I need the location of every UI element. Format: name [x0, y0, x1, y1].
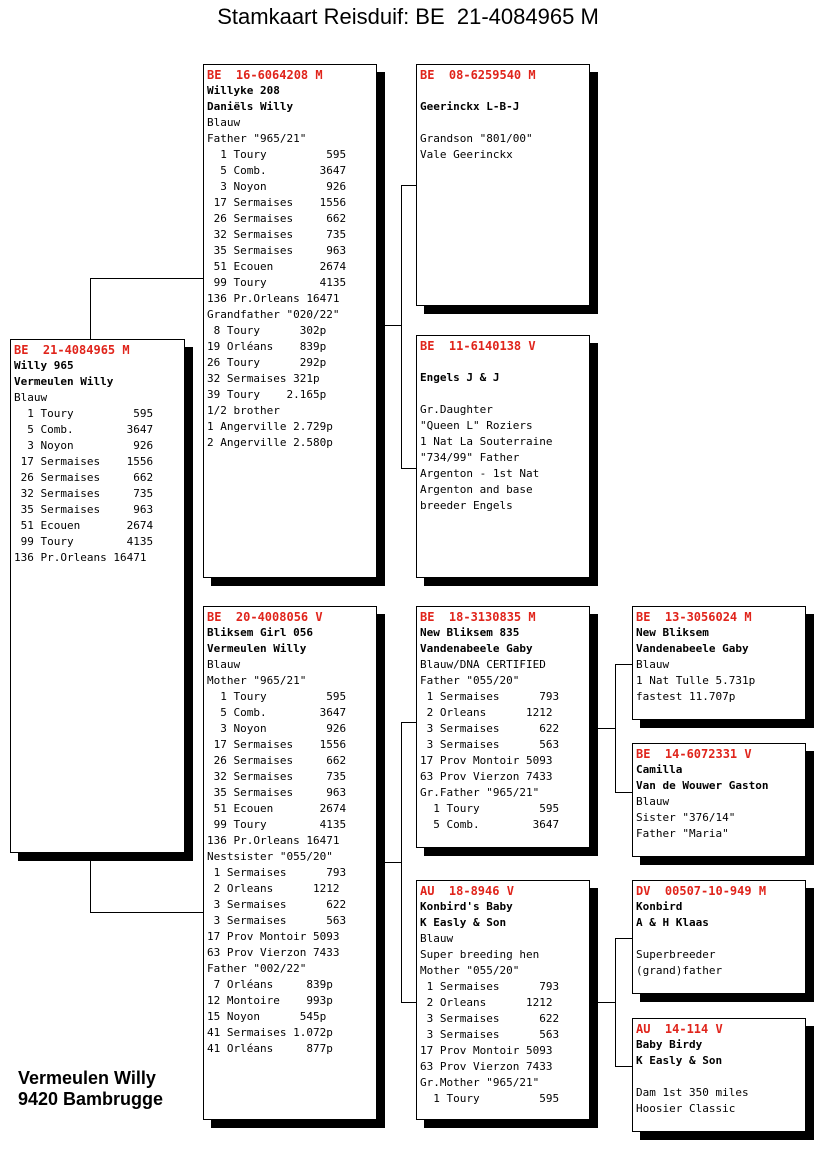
- breeder-name: Vandenabeele Gaby: [636, 642, 749, 655]
- pedigree-line: Father "055/20": [420, 674, 520, 687]
- pedigree-line: Father "002/22": [207, 962, 307, 975]
- ring-number: BE 14-6072331 V: [636, 747, 752, 761]
- pedigree-line: 136 Pr.Orleans 16471: [207, 292, 340, 305]
- pedigree-line: 63 Prov Vierzon 7433: [207, 946, 340, 959]
- pedigree-line: 26 Sermaises 662: [207, 754, 347, 767]
- ring-number: BE 16-6064208 M: [207, 68, 323, 82]
- connector: [615, 664, 616, 792]
- pedigree-line: 3 Noyon 926: [207, 722, 347, 735]
- pedigree-line: Superbreeder: [636, 948, 716, 961]
- connector: [615, 938, 632, 939]
- pedigree-line: "734/99" Father: [420, 451, 520, 464]
- pedigree-line: Super breeding hen: [420, 948, 540, 961]
- ring-number: DV 00507-10-949 M: [636, 884, 767, 898]
- pedigree-line: Gr.Daughter: [420, 403, 493, 416]
- pedigree-line: 2 Orleans 1212: [420, 996, 553, 1009]
- pedigree-line: Father "965/21": [207, 132, 307, 145]
- owner-block: [18, 1068, 163, 1110]
- breeder-name: Van de Wouwer Gaston: [636, 779, 769, 792]
- pedigree-line: 136 Pr.Orleans 16471: [14, 551, 147, 564]
- pedigree-line: 3 Noyon 926: [14, 439, 154, 452]
- pedigree-line: 17 Sermaises 1556: [14, 455, 154, 468]
- pigeon-card-dss: [632, 606, 806, 720]
- pigeon-name: [420, 354, 589, 370]
- pigeon-card-dsd: [632, 743, 806, 857]
- pedigree-line: Blauw: [207, 116, 241, 129]
- breeder-name: A & H Klaas: [636, 916, 709, 929]
- connector: [615, 664, 632, 665]
- pedigree-line: 41 Orléans 877p: [207, 1042, 333, 1055]
- pedigree-line: fastest 11.707p: [636, 690, 736, 703]
- pedigree-line: [420, 115, 589, 131]
- connector: [615, 792, 632, 793]
- connector: [90, 278, 91, 340]
- connector: [384, 862, 401, 863]
- pedigree-line: 7 Orléans 839p: [207, 978, 333, 991]
- pedigree-line: 2 Angerville 2.580p: [207, 436, 333, 449]
- pedigree-line: Gr.Mother "965/21": [420, 1076, 540, 1089]
- connector: [401, 185, 402, 468]
- connector: [401, 722, 402, 1002]
- connector: [401, 722, 417, 723]
- pedigree-line: 8 Toury 302p: [207, 324, 327, 337]
- connector: [401, 1002, 417, 1003]
- pedigree-line: Blauw: [636, 795, 670, 808]
- pedigree-line: 1 Nat La Souterraine: [420, 435, 553, 448]
- pigeon-card-subject: [10, 339, 185, 853]
- pedigree-line: 32 Sermaises 321p: [207, 372, 320, 385]
- pedigree-line: 1 Sermaises 793: [207, 866, 347, 879]
- pigeon-card-dds: [632, 880, 806, 994]
- pedigree-line: 35 Sermaises 963: [14, 503, 154, 516]
- pedigree-line: 99 Toury 4135: [207, 276, 347, 289]
- connector: [384, 325, 401, 326]
- breeder-name: K Easly & Son: [636, 1054, 723, 1067]
- pedigree-line: 17 Sermaises 1556: [207, 196, 347, 209]
- pedigree-line: 1 Sermaises 793: [420, 690, 560, 703]
- pigeon-name: Konbird's Baby: [420, 900, 513, 913]
- breeder-name: Engels J & J: [420, 371, 500, 384]
- page-title: Stamkaart Reisduif: BE 21-4084965 M: [217, 4, 599, 29]
- pigeon-name: New Bliksem: [636, 626, 709, 639]
- pedigree-line: Blauw/DNA CERTIFIED: [420, 658, 546, 671]
- pedigree-line: 1 Toury 595: [207, 148, 347, 161]
- pedigree-line: Gr.Father "965/21": [420, 786, 540, 799]
- pedigree-line: (grand)father: [636, 964, 723, 977]
- connector: [598, 1002, 615, 1003]
- breeder-name: Geerinckx L-B-J: [420, 100, 520, 113]
- pedigree-line: 32 Sermaises 735: [14, 487, 154, 500]
- ring-number: BE 18-3130835 M: [420, 610, 536, 624]
- pedigree-line: 3 Sermaises 563: [207, 914, 347, 927]
- pedigree-line: [420, 386, 589, 402]
- pedigree-line: 17 Sermaises 1556: [207, 738, 347, 751]
- pedigree-line: 3 Sermaises 622: [420, 722, 560, 735]
- pedigree-line: breeder Engels: [420, 499, 513, 512]
- connector: [90, 912, 204, 913]
- pedigree-line: 1/2 brother: [207, 404, 280, 417]
- pigeon-card-dam-sire: [416, 606, 590, 848]
- pedigree-line: Argenton - 1st Nat: [420, 467, 540, 480]
- connector: [598, 728, 615, 729]
- ring-number: BE 13-3056024 M: [636, 610, 752, 624]
- connector: [615, 938, 616, 1066]
- pedigree-line: 1 Nat Tulle 5.731p: [636, 674, 756, 687]
- pedigree-line: 26 Sermaises 662: [207, 212, 347, 225]
- pigeon-card-dam: [203, 606, 377, 1120]
- pedigree-line: 2 Orleans 1212: [420, 706, 553, 719]
- breeder-name: Daniëls Willy: [207, 100, 294, 113]
- pedigree-line: Mother "965/21": [207, 674, 307, 687]
- pedigree-line: 5 Comb. 3647: [207, 164, 347, 177]
- breeder-name: Vermeulen Willy: [207, 642, 307, 655]
- pedigree-line: 5 Comb. 3647: [420, 818, 560, 831]
- pedigree-line: 51 Ecouen 2674: [14, 519, 154, 532]
- pedigree-line: 3 Sermaises 622: [420, 1012, 560, 1025]
- pedigree-line: 5 Comb. 3647: [14, 423, 154, 436]
- pedigree-line: 35 Sermaises 963: [207, 244, 347, 257]
- pedigree-line: Dam 1st 350 miles: [636, 1086, 749, 1099]
- ring-number: AU 14-114 V: [636, 1022, 723, 1036]
- pigeon-card-sire-sire: [416, 64, 590, 306]
- pigeon-card-sire: [203, 64, 377, 578]
- breeder-name: Vermeulen Willy: [14, 375, 114, 388]
- pedigree-line: 3 Sermaises 622: [207, 898, 347, 911]
- pedigree-line: 17 Prov Montoir 5093: [420, 1044, 553, 1057]
- pedigree-line: 1 Toury 595: [14, 407, 154, 420]
- breeder-name: K Easly & Son: [420, 916, 507, 929]
- pedigree-line: 32 Sermaises 735: [207, 770, 347, 783]
- pedigree-line: 3 Sermaises 563: [420, 1028, 560, 1041]
- pedigree-line: 51 Ecouen 2674: [207, 260, 347, 273]
- ring-number: BE 20-4008056 V: [207, 610, 323, 624]
- pedigree-line: 17 Prov Montoir 5093: [420, 754, 553, 767]
- pedigree-line: 63 Prov Vierzon 7433: [420, 770, 553, 783]
- pigeon-card-ddd: [632, 1018, 806, 1132]
- pigeon-card-sire-dam: [416, 335, 590, 578]
- pedigree-line: Grandson "801/00": [420, 132, 533, 145]
- ring-number: BE 21-4084965 M: [14, 343, 130, 357]
- pigeon-name: Baby Birdy: [636, 1038, 703, 1051]
- pedigree-line: 1 Toury 595: [207, 690, 347, 703]
- pedigree-line: Blauw: [14, 391, 48, 404]
- pedigree-line: 99 Toury 4135: [14, 535, 154, 548]
- pedigree-line: Grandfather "020/22": [207, 308, 340, 321]
- pedigree-line: Hoosier Classic: [636, 1102, 736, 1115]
- connector: [401, 468, 417, 469]
- pigeon-name: Willy 965: [14, 359, 74, 372]
- connector: [615, 1066, 632, 1067]
- pedigree-line: [636, 1069, 805, 1085]
- pedigree-line: Nestsister "055/20": [207, 850, 333, 863]
- connector: [90, 278, 204, 279]
- connector: [90, 852, 91, 912]
- pedigree-line: Blauw: [207, 658, 241, 671]
- pedigree-line: 17 Prov Montoir 5093: [207, 930, 340, 943]
- pedigree-line: Father "Maria": [636, 827, 729, 840]
- pigeon-name: New Bliksem 835: [420, 626, 520, 639]
- pedigree-line: 26 Toury 292p: [207, 356, 327, 369]
- pigeon-name: Konbird: [636, 900, 683, 913]
- pedigree-line: "Queen L" Roziers: [420, 419, 533, 432]
- pigeon-name: Bliksem Girl 056: [207, 626, 313, 639]
- pedigree-line: 19 Orléans 839p: [207, 340, 327, 353]
- pedigree-line: Sister "376/14": [636, 811, 736, 824]
- pedigree-line: 32 Sermaises 735: [207, 228, 347, 241]
- connector: [401, 185, 417, 186]
- pedigree-line: 1 Sermaises 793: [420, 980, 560, 993]
- pedigree-line: 12 Montoire 993p: [207, 994, 333, 1007]
- pedigree-line: 35 Sermaises 963: [207, 786, 347, 799]
- pigeon-name: [420, 83, 589, 99]
- owner-address: 9420 Bambrugge: [18, 1089, 164, 1109]
- pedigree-line: 3 Noyon 926: [207, 180, 347, 193]
- pedigree-line: 41 Sermaises 1.072p: [207, 1026, 333, 1039]
- pedigree-line: 2 Orleans 1212: [207, 882, 340, 895]
- pedigree-line: 1 Angerville 2.729p: [207, 420, 333, 433]
- pedigree-line: Blauw: [636, 658, 670, 671]
- pedigree-line: 1 Toury 595: [420, 1092, 560, 1105]
- pedigree-line: 3 Sermaises 563: [420, 738, 560, 751]
- ring-number: BE 08-6259540 M: [420, 68, 536, 82]
- pedigree-line: 39 Toury 2.165p: [207, 388, 327, 401]
- pedigree-line: 1 Toury 595: [420, 802, 560, 815]
- ring-number: BE 11-6140138 V: [420, 339, 536, 353]
- pigeon-name: Camilla: [636, 763, 683, 776]
- pedigree-line: Argenton and base: [420, 483, 533, 496]
- ring-number: AU 18-8946 V: [420, 884, 514, 898]
- pedigree-line: Blauw: [420, 932, 454, 945]
- pigeon-card-dam-dam: [416, 880, 590, 1120]
- pedigree-line: Mother "055/20": [420, 964, 520, 977]
- breeder-name: Vandenabeele Gaby: [420, 642, 533, 655]
- pedigree-line: 5 Comb. 3647: [207, 706, 347, 719]
- pedigree-line: 51 Ecouen 2674: [207, 802, 347, 815]
- pedigree-line: 63 Prov Vierzon 7433: [420, 1060, 553, 1073]
- pedigree-line: 26 Sermaises 662: [14, 471, 154, 484]
- pedigree-line: 136 Pr.Orleans 16471: [207, 834, 340, 847]
- pedigree-line: [636, 931, 805, 947]
- pedigree-line: Vale Geerinckx: [420, 148, 513, 161]
- pedigree-line: 15 Noyon 545p: [207, 1010, 327, 1023]
- pigeon-name: Willyke 208: [207, 84, 280, 97]
- owner-name: Vermeulen Willy: [18, 1068, 156, 1088]
- pedigree-line: 99 Toury 4135: [207, 818, 347, 831]
